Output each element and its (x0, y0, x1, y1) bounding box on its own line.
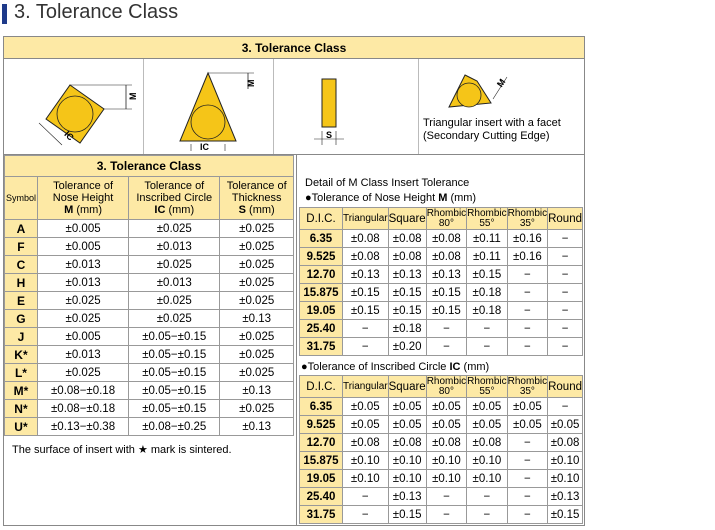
m-label-1: M (128, 92, 138, 100)
inscribed-circle-header (129, 177, 220, 220)
m-header-l1: Tolerance of (53, 180, 114, 192)
table-row (300, 506, 583, 524)
rhombic35-cell: ±0.05 (507, 398, 547, 416)
sq-header: Square (388, 208, 426, 230)
rhombic80-cell: ±0.15 (426, 284, 466, 302)
thickness-cell: ±0.025 (220, 220, 294, 238)
dic-cell: 9.525 (300, 248, 343, 266)
inscribed-circle-cell: ±0.013 (129, 274, 220, 292)
rh55-a: Rhombic (467, 207, 507, 219)
dic-cell: 12.70 (300, 434, 343, 452)
inscribed-circle-cell: ±0.025 (129, 220, 220, 238)
ic-header-l2: Inscribed Circle (136, 192, 213, 204)
triangular-cell: − (342, 506, 388, 524)
page-title-bar (0, 0, 715, 26)
ic-label-2: IC (200, 142, 209, 152)
table-row (5, 364, 294, 382)
square-cell: ±0.08 (388, 230, 426, 248)
nose-height-cell: ±0.013 (37, 346, 128, 364)
triangular-cell: − (342, 488, 388, 506)
nose-height-cell: ±0.005 (37, 328, 128, 346)
rhombic35-cell: − (507, 452, 547, 470)
rh35-b: 35° (519, 217, 535, 229)
rhombic80-cell: ±0.08 (426, 248, 466, 266)
tolerance-class-frame (3, 36, 585, 526)
rhombic55-cell: − (467, 506, 507, 524)
ic-subtitle (301, 361, 489, 373)
rh35-header (507, 208, 547, 230)
table-row (300, 398, 583, 416)
rhombic80-cell: ±0.10 (426, 452, 466, 470)
thickness-cell: ±0.025 (220, 364, 294, 382)
table-row (5, 220, 294, 238)
ic-body (300, 398, 583, 524)
square-cell: ±0.10 (388, 452, 426, 470)
ic-header-l1: Tolerance of (144, 180, 205, 192)
table-row (300, 230, 583, 248)
tri-header: Triangular (342, 208, 388, 230)
round-cell: − (548, 398, 583, 416)
dic-header-2: D.I.C. (300, 376, 343, 398)
s-label: S (326, 130, 333, 140)
inscribed-circle-cell: ±0.025 (129, 292, 220, 310)
thickness-cell: ±0.025 (220, 238, 294, 256)
table-row (300, 452, 583, 470)
rhombic80-cell: ±0.05 (426, 416, 466, 434)
title-accent-bar (2, 4, 7, 24)
rhombic80-cell: − (426, 488, 466, 506)
table-row (5, 274, 294, 292)
rhombic80-cell: ±0.13 (426, 266, 466, 284)
tolerance-class-table (4, 155, 294, 436)
inscribed-circle-cell: ±0.025 (129, 310, 220, 328)
square-insert-diagram (4, 59, 144, 154)
dic-cell: 31.75 (300, 506, 343, 524)
ic-header-l3: (mm) (165, 204, 195, 216)
square-cell: ±0.10 (388, 470, 426, 488)
symbol-cell: K* (5, 346, 38, 364)
rhombic35-cell: − (507, 488, 547, 506)
table-row (5, 310, 294, 328)
thickness-header (220, 177, 294, 220)
nose-height-cell: ±0.08−±0.18 (37, 382, 128, 400)
round-cell: − (548, 266, 583, 284)
round-cell: ±0.15 (548, 506, 583, 524)
round-cell: ±0.08 (548, 434, 583, 452)
rh55-b: 55° (479, 217, 495, 229)
round-header-2: Round (548, 376, 583, 398)
rhombic55-cell: ±0.11 (467, 230, 507, 248)
thickness-cell: ±0.13 (220, 310, 294, 328)
round-header: Round (548, 208, 583, 230)
main-header: 3. Tolerance Class (4, 37, 584, 59)
thickness-cell: ±0.13 (220, 382, 294, 400)
symbol-cell: G (5, 310, 38, 328)
nose-height-body (300, 230, 583, 356)
inscribed-circle-cell: ±0.05−±0.15 (129, 364, 220, 382)
table-row (300, 338, 583, 356)
triangular-cell: ±0.10 (342, 452, 388, 470)
dic-cell: 15.875 (300, 284, 343, 302)
table-row (300, 320, 583, 338)
square-cell: ±0.13 (388, 266, 426, 284)
nose-height-cell: ±0.005 (37, 220, 128, 238)
rhombic35-cell: − (507, 284, 547, 302)
dic-cell: 6.35 (300, 230, 343, 248)
triangular-cell: ±0.05 (342, 416, 388, 434)
ic-header-l3b: IC (154, 204, 166, 216)
thickness-cell: ±0.025 (220, 256, 294, 274)
table-row (5, 328, 294, 346)
nose-height-header-row (300, 208, 583, 230)
rhombic55-cell: ±0.05 (467, 416, 507, 434)
rh55-header-2 (467, 376, 507, 398)
triangular-cell: − (342, 338, 388, 356)
round-cell: − (548, 284, 583, 302)
m-header-l3: (mm) (73, 204, 102, 216)
rh35-header-2 (507, 376, 547, 398)
rhombic80-cell: ±0.05 (426, 398, 466, 416)
table-row (5, 292, 294, 310)
symbol-cell: N* (5, 400, 38, 418)
thickness-cell: ±0.025 (220, 328, 294, 346)
symbol-cell: A (5, 220, 38, 238)
ic-label-1: IC (62, 129, 76, 143)
square-cell: ±0.15 (388, 284, 426, 302)
square-cell: ±0.13 (388, 488, 426, 506)
s-header-l3: (mm) (246, 204, 275, 216)
triangular-cell: ±0.08 (342, 248, 388, 266)
inscribed-circle-cell: ±0.05−±0.15 (129, 382, 220, 400)
inscribed-circle-cell: ±0.025 (129, 256, 220, 274)
rh80-header-2 (426, 376, 466, 398)
rhombic80-cell: − (426, 506, 466, 524)
symbol-cell: U* (5, 418, 38, 436)
nose-height-cell: ±0.013 (37, 274, 128, 292)
rh35-a: Rhombic (507, 207, 548, 219)
table-row (5, 256, 294, 274)
detail-title: Detail of M Class Insert Tolerance (305, 177, 470, 189)
rhombic80-cell: ±0.08 (426, 434, 466, 452)
rhombic80-cell: − (426, 320, 466, 338)
nose-height-header (37, 177, 128, 220)
facet-caption-line-1: Triangular insert with a facet (423, 117, 561, 129)
triangle-insert-diagram (144, 59, 274, 154)
dic-cell: 12.70 (300, 266, 343, 284)
triangle-insert-svg (144, 59, 274, 154)
s-header-l2: Thickness (231, 192, 282, 204)
triangular-cell: ±0.08 (342, 230, 388, 248)
rhombic35-cell: − (507, 470, 547, 488)
dic-cell: 9.525 (300, 416, 343, 434)
table-row (300, 302, 583, 320)
nose-sub-c: (mm) (447, 192, 477, 204)
nose-height-cell: ±0.025 (37, 310, 128, 328)
facet-caption (423, 117, 561, 143)
m-class-detail-panel (296, 155, 585, 525)
m-header-l2: Nose Height (52, 192, 114, 204)
table-row (5, 400, 294, 418)
dic-cell: 19.05 (300, 470, 343, 488)
rh35-a-2: Rhombic (507, 375, 548, 387)
square-cell: ±0.08 (388, 434, 426, 452)
thickness-svg (274, 59, 419, 154)
rhombic35-cell: ±0.05 (507, 416, 547, 434)
nose-height-cell: ±0.08−±0.18 (37, 400, 128, 418)
nose-height-table (299, 207, 583, 356)
rhombic55-cell: ±0.10 (467, 452, 507, 470)
round-cell: − (548, 302, 583, 320)
symbol-cell: J (5, 328, 38, 346)
rhombic55-cell: ±0.18 (467, 284, 507, 302)
nose-height-cell: ±0.005 (37, 238, 128, 256)
symbol-cell: H (5, 274, 38, 292)
rhombic35-cell: − (507, 302, 547, 320)
rhombic35-cell: − (507, 266, 547, 284)
rh35-b-2: 35° (519, 385, 535, 397)
rhombic55-cell: − (467, 488, 507, 506)
rhombic55-cell: − (467, 320, 507, 338)
dic-cell: 25.40 (300, 488, 343, 506)
rhombic55-cell: ±0.18 (467, 302, 507, 320)
table-row (300, 416, 583, 434)
symbol-cell: F (5, 238, 38, 256)
inscribed-circle-cell: ±0.05−±0.15 (129, 328, 220, 346)
dic-cell: 25.40 (300, 320, 343, 338)
rhombic35-cell: − (507, 434, 547, 452)
rhombic80-cell: ±0.08 (426, 230, 466, 248)
inscribed-circle-table (299, 375, 583, 524)
table-row (300, 488, 583, 506)
round-cell: ±0.10 (548, 452, 583, 470)
rh55-header (467, 208, 507, 230)
table-row (300, 470, 583, 488)
rhombic80-cell: ±0.10 (426, 470, 466, 488)
rhombic35-cell: ±0.16 (507, 248, 547, 266)
dic-cell: 6.35 (300, 398, 343, 416)
nose-height-cell: ±0.013 (37, 256, 128, 274)
square-cell: ±0.08 (388, 248, 426, 266)
rh80-header (426, 208, 466, 230)
rhombic55-cell: − (467, 338, 507, 356)
tri-header-2: Triangular (342, 376, 388, 398)
triangular-cell: ±0.15 (342, 302, 388, 320)
m-header-l3b: M (64, 204, 74, 216)
ic-sub-a: ●Tolerance of Inscribed Circle (301, 361, 450, 373)
rhombic55-cell: ±0.08 (467, 434, 507, 452)
m-label-2: M (246, 79, 256, 87)
nose-height-subtitle (305, 192, 476, 204)
symbol-cell: M* (5, 382, 38, 400)
s-header-l1: Tolerance of (226, 180, 287, 192)
rh80-b-2: 80° (438, 385, 454, 397)
thickness-cell: ±0.025 (220, 346, 294, 364)
triangular-cell: ±0.15 (342, 284, 388, 302)
dic-cell: 15.875 (300, 452, 343, 470)
diagram-area (4, 59, 584, 155)
square-cell: ±0.05 (388, 416, 426, 434)
dic-cell: 31.75 (300, 338, 343, 356)
square-cell: ±0.15 (388, 302, 426, 320)
round-cell: − (548, 338, 583, 356)
round-cell: ±0.05 (548, 416, 583, 434)
rhombic55-cell: ±0.10 (467, 470, 507, 488)
facet-insert-diagram (419, 59, 584, 154)
left-table-body (5, 220, 294, 436)
rh80-a: Rhombic (426, 207, 467, 219)
round-cell: ±0.13 (548, 488, 583, 506)
page-title: 3. Tolerance Class (14, 1, 179, 23)
nose-sub-b: M (438, 192, 448, 204)
m-label-3: M (494, 77, 508, 89)
rhombic55-cell: ±0.11 (467, 248, 507, 266)
square-insert-svg (4, 59, 144, 154)
square-cell: ±0.15 (388, 506, 426, 524)
ic-sub-c: (mm) (460, 361, 490, 373)
inscribed-circle-cell: ±0.08−±0.25 (129, 418, 220, 436)
symbol-header: Symbol (5, 177, 38, 220)
round-cell: − (548, 248, 583, 266)
sintered-note: The surface of insert with ★ mark is sintered. (12, 444, 232, 456)
dic-header: D.I.C. (300, 208, 343, 230)
table-row (300, 248, 583, 266)
table-row (300, 284, 583, 302)
thickness-cell: ±0.025 (220, 292, 294, 310)
dic-cell: 19.05 (300, 302, 343, 320)
rhombic80-cell: ±0.15 (426, 302, 466, 320)
rhombic80-cell: − (426, 338, 466, 356)
triangular-cell: ±0.05 (342, 398, 388, 416)
symbol-cell: C (5, 256, 38, 274)
table-row (300, 266, 583, 284)
facet-caption-line-2: (Secondary Cutting Edge) (423, 130, 550, 142)
rhombic35-cell: − (507, 320, 547, 338)
symbol-cell: L* (5, 364, 38, 382)
thickness-cell: ±0.13 (220, 418, 294, 436)
inscribed-circle-cell: ±0.013 (129, 238, 220, 256)
nose-sub-a: ●Tolerance of Nose Height (305, 192, 439, 204)
table-row (5, 346, 294, 364)
rhombic55-cell: ±0.05 (467, 398, 507, 416)
thickness-cell: ±0.025 (220, 400, 294, 418)
rh55-b-2: 55° (479, 385, 495, 397)
round-cell: ±0.10 (548, 470, 583, 488)
nose-height-cell: ±0.13−±0.38 (37, 418, 128, 436)
triangular-cell: − (342, 320, 388, 338)
nose-height-cell: ±0.025 (37, 292, 128, 310)
table-row (5, 238, 294, 256)
facet-insert-svg (419, 59, 584, 119)
ic-sub-b: IC (449, 361, 461, 373)
rh80-a-2: Rhombic (426, 375, 467, 387)
square-cell: ±0.05 (388, 398, 426, 416)
rhombic55-cell: ±0.15 (467, 266, 507, 284)
table-row (5, 418, 294, 436)
triangular-cell: ±0.08 (342, 434, 388, 452)
triangular-cell: ±0.10 (342, 470, 388, 488)
thickness-diagram (274, 59, 419, 154)
square-cell: ±0.18 (388, 320, 426, 338)
round-cell: − (548, 320, 583, 338)
inscribed-circle-cell: ±0.05−±0.15 (129, 346, 220, 364)
rhombic35-cell: ±0.16 (507, 230, 547, 248)
rhombic35-cell: − (507, 338, 547, 356)
left-table-title: 3. Tolerance Class (5, 156, 294, 177)
square-cell: ±0.20 (388, 338, 426, 356)
rh80-b: 80° (438, 217, 454, 229)
symbol-cell: E (5, 292, 38, 310)
table-row (5, 382, 294, 400)
inscribed-circle-cell: ±0.05−±0.15 (129, 400, 220, 418)
triangular-cell: ±0.13 (342, 266, 388, 284)
table-row (300, 434, 583, 452)
round-cell: − (548, 230, 583, 248)
ic-header-row (300, 376, 583, 398)
rhombic35-cell: − (507, 506, 547, 524)
rh55-a-2: Rhombic (467, 375, 507, 387)
s-header-l3b: S (238, 204, 246, 216)
sq-header-2: Square (388, 376, 426, 398)
nose-height-cell: ±0.025 (37, 364, 128, 382)
thickness-cell: ±0.025 (220, 274, 294, 292)
